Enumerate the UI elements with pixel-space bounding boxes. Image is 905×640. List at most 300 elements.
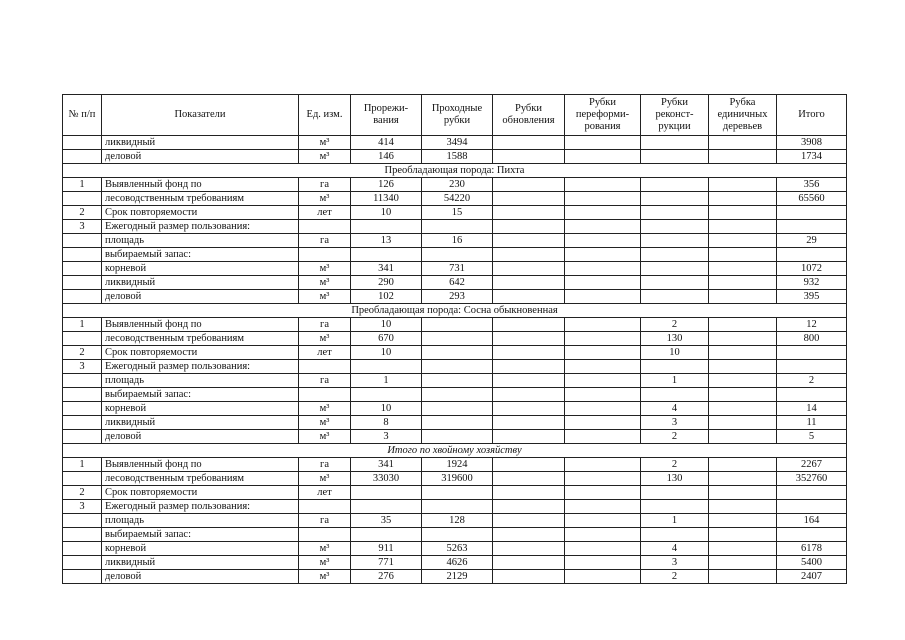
cell-passage (422, 374, 493, 388)
cell-passage: 1924 (422, 458, 493, 472)
cell-reconstruction (641, 136, 709, 150)
cell-indicator: Срок повторяемости (102, 346, 299, 360)
cell-passage: 4626 (422, 556, 493, 570)
header-renewal: Рубки обновления (493, 95, 565, 136)
cell-renewal (493, 374, 565, 388)
table-row (63, 192, 847, 206)
cell-total: 12 (777, 318, 847, 332)
cell-passage: 16 (422, 234, 493, 248)
cell-reconstruction (641, 178, 709, 192)
cell-reformation (565, 472, 641, 486)
cell-unit (299, 528, 351, 542)
cell-reformation (565, 262, 641, 276)
cell-single (709, 220, 777, 234)
cell-reconstruction (641, 234, 709, 248)
cell-passage (422, 402, 493, 416)
cell-renewal (493, 262, 565, 276)
cell-num: 2 (63, 486, 102, 500)
cell-unit: м³ (299, 276, 351, 290)
cell-reconstruction: 2 (641, 318, 709, 332)
table-row (63, 500, 847, 514)
cell-unit: м³ (299, 402, 351, 416)
cell-passage (422, 500, 493, 514)
cell-num (63, 416, 102, 430)
cell-num (63, 388, 102, 402)
cell-total (777, 528, 847, 542)
cell-reformation (565, 430, 641, 444)
cell-indicator: ликвидный (102, 136, 299, 150)
cell-reconstruction (641, 262, 709, 276)
section-row (63, 444, 847, 458)
table-row (63, 318, 847, 332)
cell-num: 1 (63, 318, 102, 332)
cell-indicator: Срок повторяемости (102, 206, 299, 220)
table-row (63, 150, 847, 164)
cell-num (63, 234, 102, 248)
cell-reconstruction (641, 290, 709, 304)
cell-thinning: 10 (351, 346, 422, 360)
table-row (63, 458, 847, 472)
cell-indicator: лесоводственным требованиям (102, 192, 299, 206)
table-row (63, 346, 847, 360)
cell-thinning: 341 (351, 262, 422, 276)
table-row (63, 430, 847, 444)
table-row (63, 542, 847, 556)
cell-thinning (351, 248, 422, 262)
cell-total: 356 (777, 178, 847, 192)
cell-unit: га (299, 234, 351, 248)
cell-indicator: Ежегодный размер пользования: (102, 220, 299, 234)
cell-single (709, 332, 777, 346)
cell-reconstruction: 130 (641, 332, 709, 346)
cell-unit: м³ (299, 472, 351, 486)
cell-unit: м³ (299, 556, 351, 570)
cell-passage (422, 248, 493, 262)
cell-renewal (493, 360, 565, 374)
cell-single (709, 192, 777, 206)
cell-single (709, 248, 777, 262)
header-row (63, 95, 847, 136)
cell-indicator: Срок повторяемости (102, 486, 299, 500)
cell-thinning (351, 360, 422, 374)
cell-single (709, 556, 777, 570)
cell-num (63, 262, 102, 276)
cell-reconstruction: 130 (641, 472, 709, 486)
cell-passage: 731 (422, 262, 493, 276)
cell-total: 5 (777, 430, 847, 444)
cell-reformation (565, 570, 641, 584)
cell-single (709, 514, 777, 528)
cell-reformation (565, 542, 641, 556)
cell-total (777, 486, 847, 500)
cell-total (777, 360, 847, 374)
harvest-table (62, 94, 847, 584)
cell-num (63, 556, 102, 570)
table-row (63, 206, 847, 220)
cell-thinning: 10 (351, 402, 422, 416)
cell-renewal (493, 332, 565, 346)
cell-num: 3 (63, 220, 102, 234)
cell-unit: га (299, 374, 351, 388)
cell-reformation (565, 360, 641, 374)
cell-thinning: 146 (351, 150, 422, 164)
cell-renewal (493, 458, 565, 472)
cell-reconstruction (641, 150, 709, 164)
cell-reformation (565, 346, 641, 360)
cell-reformation (565, 514, 641, 528)
cell-num (63, 402, 102, 416)
cell-total: 3908 (777, 136, 847, 150)
cell-total: 5400 (777, 556, 847, 570)
cell-unit: м³ (299, 542, 351, 556)
cell-unit: га (299, 178, 351, 192)
header-thinning: Прорежи-вания (351, 95, 422, 136)
cell-num (63, 150, 102, 164)
cell-unit: га (299, 514, 351, 528)
cell-renewal (493, 472, 565, 486)
header-unit: Ед. изм. (299, 95, 351, 136)
cell-reconstruction (641, 486, 709, 500)
cell-reconstruction (641, 500, 709, 514)
cell-indicator: корневой (102, 542, 299, 556)
cell-total (777, 388, 847, 402)
cell-total (777, 346, 847, 360)
cell-unit (299, 388, 351, 402)
section-title: Итого по хвойному хозяйству (63, 444, 847, 458)
cell-indicator: площадь (102, 234, 299, 248)
cell-passage: 128 (422, 514, 493, 528)
cell-indicator: деловой (102, 430, 299, 444)
cell-total: 11 (777, 416, 847, 430)
cell-thinning: 290 (351, 276, 422, 290)
cell-passage: 15 (422, 206, 493, 220)
cell-reconstruction: 1 (641, 374, 709, 388)
cell-unit: м³ (299, 290, 351, 304)
cell-unit: м³ (299, 150, 351, 164)
cell-num: 3 (63, 360, 102, 374)
header-total: Итого (777, 95, 847, 136)
cell-renewal (493, 290, 565, 304)
cell-num (63, 528, 102, 542)
cell-passage (422, 430, 493, 444)
cell-num (63, 276, 102, 290)
table-row (63, 528, 847, 542)
cell-reconstruction: 2 (641, 570, 709, 584)
cell-unit (299, 360, 351, 374)
cell-reconstruction: 4 (641, 542, 709, 556)
cell-single (709, 472, 777, 486)
cell-renewal (493, 248, 565, 262)
cell-num: 2 (63, 206, 102, 220)
cell-thinning: 33030 (351, 472, 422, 486)
table-row (63, 276, 847, 290)
table-row (63, 178, 847, 192)
cell-reconstruction (641, 388, 709, 402)
cell-reconstruction (641, 360, 709, 374)
cell-renewal (493, 430, 565, 444)
cell-reformation (565, 290, 641, 304)
cell-passage (422, 528, 493, 542)
table-row (63, 332, 847, 346)
cell-thinning: 35 (351, 514, 422, 528)
cell-passage: 5263 (422, 542, 493, 556)
cell-reformation (565, 388, 641, 402)
cell-single (709, 276, 777, 290)
cell-unit: м³ (299, 332, 351, 346)
cell-indicator: Выявленный фонд по (102, 178, 299, 192)
cell-total: 2 (777, 374, 847, 388)
cell-single (709, 150, 777, 164)
cell-unit: м³ (299, 136, 351, 150)
cell-total (777, 248, 847, 262)
cell-total: 395 (777, 290, 847, 304)
cell-unit: лет (299, 486, 351, 500)
table-row (63, 262, 847, 276)
cell-single (709, 416, 777, 430)
cell-reformation (565, 318, 641, 332)
cell-total: 2267 (777, 458, 847, 472)
cell-num (63, 472, 102, 486)
table-body (63, 136, 847, 584)
cell-reconstruction: 3 (641, 416, 709, 430)
cell-single (709, 136, 777, 150)
cell-reconstruction (641, 192, 709, 206)
cell-total: 6178 (777, 542, 847, 556)
cell-renewal (493, 206, 565, 220)
cell-renewal (493, 416, 565, 430)
cell-thinning: 3 (351, 430, 422, 444)
cell-reformation (565, 332, 641, 346)
cell-total: 800 (777, 332, 847, 346)
cell-reconstruction: 3 (641, 556, 709, 570)
table-row (63, 402, 847, 416)
cell-thinning: 126 (351, 178, 422, 192)
cell-num (63, 192, 102, 206)
cell-num (63, 374, 102, 388)
cell-total (777, 500, 847, 514)
cell-unit: га (299, 458, 351, 472)
cell-renewal (493, 514, 565, 528)
cell-indicator: деловой (102, 150, 299, 164)
cell-renewal (493, 402, 565, 416)
cell-indicator: ликвидный (102, 556, 299, 570)
cell-num (63, 542, 102, 556)
cell-thinning: 13 (351, 234, 422, 248)
cell-passage: 293 (422, 290, 493, 304)
cell-num (63, 514, 102, 528)
cell-renewal (493, 150, 565, 164)
cell-renewal (493, 556, 565, 570)
cell-indicator: ликвидный (102, 276, 299, 290)
table-row (63, 556, 847, 570)
table-row (63, 570, 847, 584)
header-num: № п/п (63, 95, 102, 136)
cell-single (709, 206, 777, 220)
cell-passage (422, 220, 493, 234)
header-reformation: Рубки переформи-рования (565, 95, 641, 136)
cell-unit (299, 248, 351, 262)
cell-num (63, 136, 102, 150)
cell-reconstruction: 10 (641, 346, 709, 360)
cell-renewal (493, 276, 565, 290)
cell-renewal (493, 528, 565, 542)
cell-single (709, 234, 777, 248)
cell-single (709, 430, 777, 444)
cell-passage: 230 (422, 178, 493, 192)
table-row (63, 374, 847, 388)
header-indicator: Показатели (102, 95, 299, 136)
section-title: Преобладающая порода: Пихта (63, 164, 847, 178)
cell-single (709, 542, 777, 556)
cell-total: 65560 (777, 192, 847, 206)
table-row (63, 486, 847, 500)
cell-indicator: Выявленный фонд по (102, 458, 299, 472)
cell-single (709, 262, 777, 276)
cell-reformation (565, 248, 641, 262)
cell-passage: 2129 (422, 570, 493, 584)
cell-indicator: выбираемый запас: (102, 528, 299, 542)
cell-indicator: корневой (102, 402, 299, 416)
cell-reformation (565, 192, 641, 206)
cell-total: 164 (777, 514, 847, 528)
section-row (63, 304, 847, 318)
cell-single (709, 374, 777, 388)
cell-total: 2407 (777, 570, 847, 584)
cell-reformation (565, 178, 641, 192)
cell-passage (422, 346, 493, 360)
cell-num (63, 248, 102, 262)
header-passage: Проходные рубки (422, 95, 493, 136)
cell-single (709, 388, 777, 402)
cell-renewal (493, 178, 565, 192)
cell-reconstruction: 2 (641, 430, 709, 444)
cell-reformation (565, 234, 641, 248)
cell-indicator: деловой (102, 570, 299, 584)
cell-reformation (565, 486, 641, 500)
cell-indicator: лесоводственным требованиям (102, 332, 299, 346)
cell-unit: лет (299, 346, 351, 360)
cell-total: 14 (777, 402, 847, 416)
cell-num (63, 570, 102, 584)
cell-unit: м³ (299, 416, 351, 430)
cell-single (709, 290, 777, 304)
cell-reconstruction: 1 (641, 514, 709, 528)
cell-single (709, 570, 777, 584)
cell-total: 352760 (777, 472, 847, 486)
cell-thinning (351, 500, 422, 514)
cell-total: 1072 (777, 262, 847, 276)
cell-num (63, 332, 102, 346)
cell-renewal (493, 486, 565, 500)
cell-reformation (565, 150, 641, 164)
document-page (62, 94, 847, 584)
cell-reconstruction (641, 220, 709, 234)
cell-thinning (351, 388, 422, 402)
cell-unit: м³ (299, 262, 351, 276)
cell-single (709, 402, 777, 416)
cell-renewal (493, 220, 565, 234)
cell-num: 1 (63, 178, 102, 192)
cell-renewal (493, 136, 565, 150)
cell-thinning: 11340 (351, 192, 422, 206)
cell-renewal (493, 500, 565, 514)
cell-renewal (493, 192, 565, 206)
cell-passage (422, 486, 493, 500)
cell-indicator: деловой (102, 290, 299, 304)
cell-indicator: выбираемый запас: (102, 248, 299, 262)
cell-indicator: выбираемый запас: (102, 388, 299, 402)
cell-unit: лет (299, 206, 351, 220)
cell-passage (422, 360, 493, 374)
cell-single (709, 458, 777, 472)
cell-passage: 1588 (422, 150, 493, 164)
cell-indicator: Ежегодный размер пользования: (102, 500, 299, 514)
cell-thinning: 102 (351, 290, 422, 304)
cell-indicator: Выявленный фонд по (102, 318, 299, 332)
cell-single (709, 528, 777, 542)
section-title: Преобладающая порода: Сосна обыкновенная (63, 304, 847, 318)
cell-reformation (565, 458, 641, 472)
cell-passage: 54220 (422, 192, 493, 206)
cell-thinning: 1 (351, 374, 422, 388)
cell-thinning: 276 (351, 570, 422, 584)
cell-thinning: 341 (351, 458, 422, 472)
cell-renewal (493, 570, 565, 584)
cell-thinning (351, 486, 422, 500)
cell-indicator: площадь (102, 514, 299, 528)
cell-reformation (565, 220, 641, 234)
cell-passage (422, 332, 493, 346)
cell-single (709, 360, 777, 374)
cell-thinning: 8 (351, 416, 422, 430)
cell-reformation (565, 276, 641, 290)
table-row (63, 234, 847, 248)
table-row (63, 360, 847, 374)
cell-passage (422, 318, 493, 332)
cell-num (63, 430, 102, 444)
cell-thinning: 771 (351, 556, 422, 570)
cell-total: 29 (777, 234, 847, 248)
cell-unit: м³ (299, 430, 351, 444)
cell-unit (299, 220, 351, 234)
cell-reconstruction (641, 528, 709, 542)
cell-reformation (565, 528, 641, 542)
cell-indicator: Ежегодный размер пользования: (102, 360, 299, 374)
cell-reformation (565, 206, 641, 220)
section-row (63, 164, 847, 178)
cell-unit: м³ (299, 570, 351, 584)
cell-reformation (565, 416, 641, 430)
cell-indicator: лесоводственным требованиям (102, 472, 299, 486)
cell-reconstruction: 2 (641, 458, 709, 472)
table-row (63, 416, 847, 430)
cell-unit: м³ (299, 192, 351, 206)
cell-reconstruction (641, 248, 709, 262)
cell-total (777, 220, 847, 234)
cell-renewal (493, 542, 565, 556)
cell-thinning: 911 (351, 542, 422, 556)
cell-passage: 3494 (422, 136, 493, 150)
table-row (63, 248, 847, 262)
cell-unit (299, 500, 351, 514)
cell-reformation (565, 402, 641, 416)
cell-reformation (565, 556, 641, 570)
cell-renewal (493, 388, 565, 402)
cell-reformation (565, 500, 641, 514)
cell-total: 932 (777, 276, 847, 290)
cell-single (709, 500, 777, 514)
cell-thinning: 670 (351, 332, 422, 346)
